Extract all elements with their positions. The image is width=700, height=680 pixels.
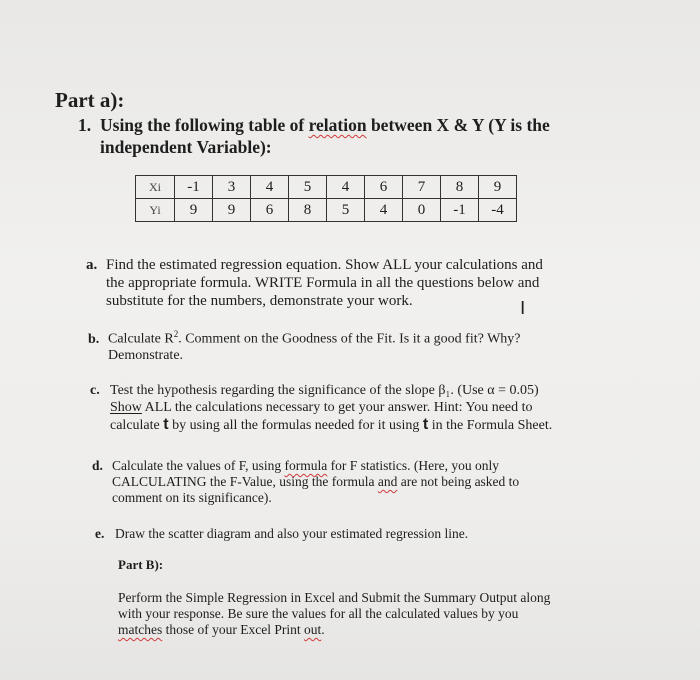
item-b: b. Calculate $R^2$. Comment on the Goodness of the Fit. Is it a good fit? Why? Demonstrate.: [88, 329, 521, 363]
x-value: 6: [365, 176, 403, 199]
y-value: -4: [479, 199, 517, 222]
part-b-heading: Part B):: [118, 557, 164, 572]
item-e-marker: e.: [95, 526, 105, 541]
spellcheck-formula: formula: [284, 458, 328, 473]
x-value: 7: [403, 176, 441, 199]
spellcheck-out: out: [303, 622, 322, 637]
x-value: 5: [289, 176, 327, 199]
show-underlined: Show: [110, 400, 142, 415]
part-a-heading: Part a):: [55, 88, 125, 112]
text-cursor-icon: I: [520, 298, 526, 319]
spellcheck-matches: matches: [118, 622, 163, 637]
part-b-body: Perform the Simple Regression in Excel and Submit the Summary Output along with your response. Be sure the values for all the calculated values by you matches those of your Excel Print out.: [118, 590, 551, 637]
x-value: 4: [327, 176, 365, 199]
item-b-marker: b.: [88, 331, 100, 347]
x-value: 9: [479, 176, 517, 199]
y-row: [136, 199, 517, 222]
item-c: c. Test the hypothesis regarding the significance of the slope β₁. (Use α = 0.05) Show ALL the calculations necessary to get your answer. Hint: You need to calculate t by using all the formulas needed for it using t in the Formula Sheet.: [90, 383, 553, 433]
x-value: 8: [441, 176, 479, 199]
y-value: -1: [441, 199, 479, 222]
y-value: 8: [289, 199, 327, 222]
x-value: 3: [213, 176, 251, 199]
y-label: Yi: [136, 199, 175, 222]
item-c-marker: c.: [90, 383, 100, 398]
x-value: -1: [175, 176, 213, 199]
item-a: a. Find the estimated regression equation. Show ALL your calculations and the appropriate formula. WRITE Formula in all the questions below and substitute for the numbers, demonstrate your work.: [86, 257, 543, 309]
y-value: 9: [213, 199, 251, 222]
spellcheck-and: and: [377, 474, 398, 489]
y-value: 0: [403, 199, 441, 222]
x-row: [136, 176, 517, 199]
xy-data-table: [135, 175, 517, 222]
item-d-marker: d.: [92, 458, 103, 473]
item-a-marker: a.: [86, 257, 98, 273]
y-value: 4: [365, 199, 403, 222]
x-label: Xi: [136, 176, 175, 199]
question-1-line-1: 1. Using the following table of relation between X & Y (Y is the: [78, 115, 550, 135]
item-e: e. Draw the scatter diagram and also your estimated regression line.: [95, 526, 469, 541]
question-1-line-2: independent Variable):: [100, 137, 272, 157]
item-d: d. Calculate the values of F, using formula for F statistics. (Here, you only CALCULATING the F-Value, using the formula and are not being asked to comment on its significance).: [92, 458, 520, 505]
spellcheck-relation: relation: [308, 115, 367, 135]
question-1-number: 1.: [78, 115, 92, 135]
y-value: 6: [251, 199, 289, 222]
y-value: 5: [327, 199, 365, 222]
question-1: [78, 114, 550, 158]
x-value: 4: [251, 176, 289, 199]
y-value: 9: [175, 199, 213, 222]
